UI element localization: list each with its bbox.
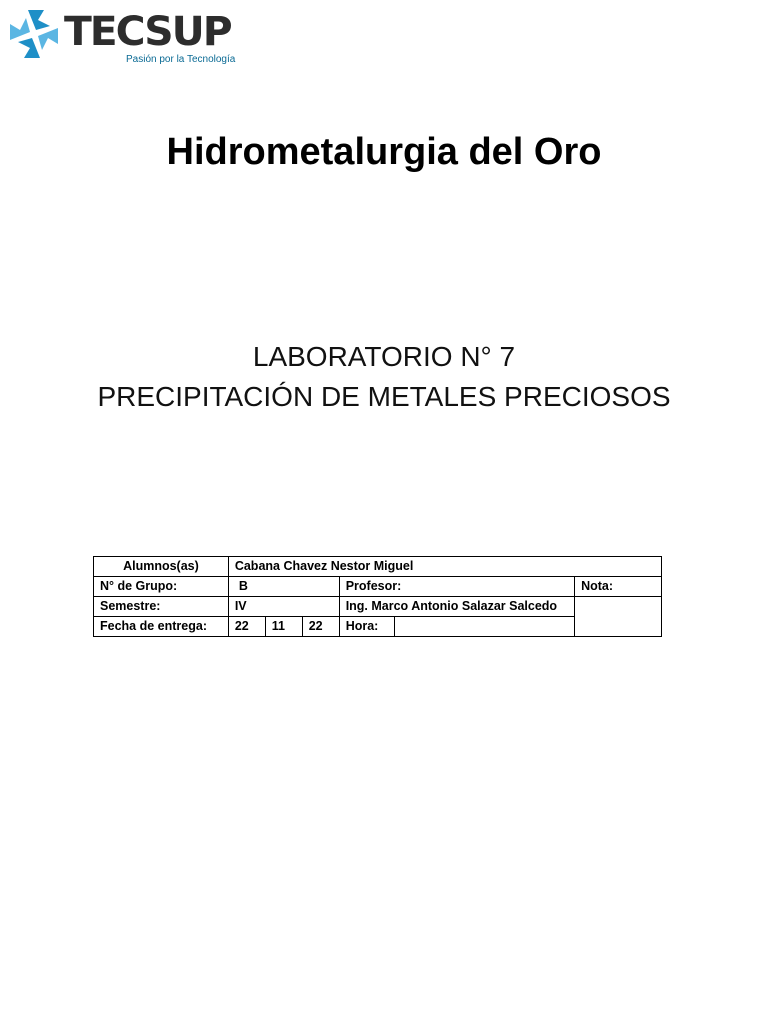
grade-value	[575, 597, 662, 637]
date-year: 22	[302, 617, 339, 637]
table-row	[94, 557, 662, 577]
semester-label: Semestre:	[94, 597, 229, 617]
professor-label: Profesor:	[339, 577, 574, 597]
time-label: Hora:	[339, 617, 394, 637]
document-title: Hidrometalurgia del Oro	[166, 131, 602, 173]
tecsup-logo	[6, 6, 236, 68]
date-day: 22	[228, 617, 265, 637]
semester-value: IV	[228, 597, 339, 617]
professor-value: Ing. Marco Antonio Salazar Salcedo	[339, 597, 574, 617]
group-value: B	[228, 577, 339, 597]
tecsup-mark-icon	[6, 6, 62, 62]
logo-wordmark: TECSUP	[64, 9, 231, 55]
time-value	[394, 617, 574, 637]
students-label: Alumnos(as)	[94, 557, 229, 577]
student-info-table	[93, 556, 662, 637]
students-value: Cabana Chavez Nestor Miguel	[228, 557, 661, 577]
logo-tagline: Pasión por la Tecnología	[126, 54, 236, 65]
lab-number: LABORATORIO N° 7	[252, 341, 516, 372]
date-label: Fecha de entrega:	[94, 617, 229, 637]
table-row	[94, 597, 662, 617]
grade-label: Nota:	[575, 577, 662, 597]
lab-title: PRECIPITACIÓN DE METALES PRECIOSOS	[97, 381, 671, 412]
table-row	[94, 577, 662, 597]
group-label: N° de Grupo:	[94, 577, 229, 597]
date-month: 11	[265, 617, 302, 637]
